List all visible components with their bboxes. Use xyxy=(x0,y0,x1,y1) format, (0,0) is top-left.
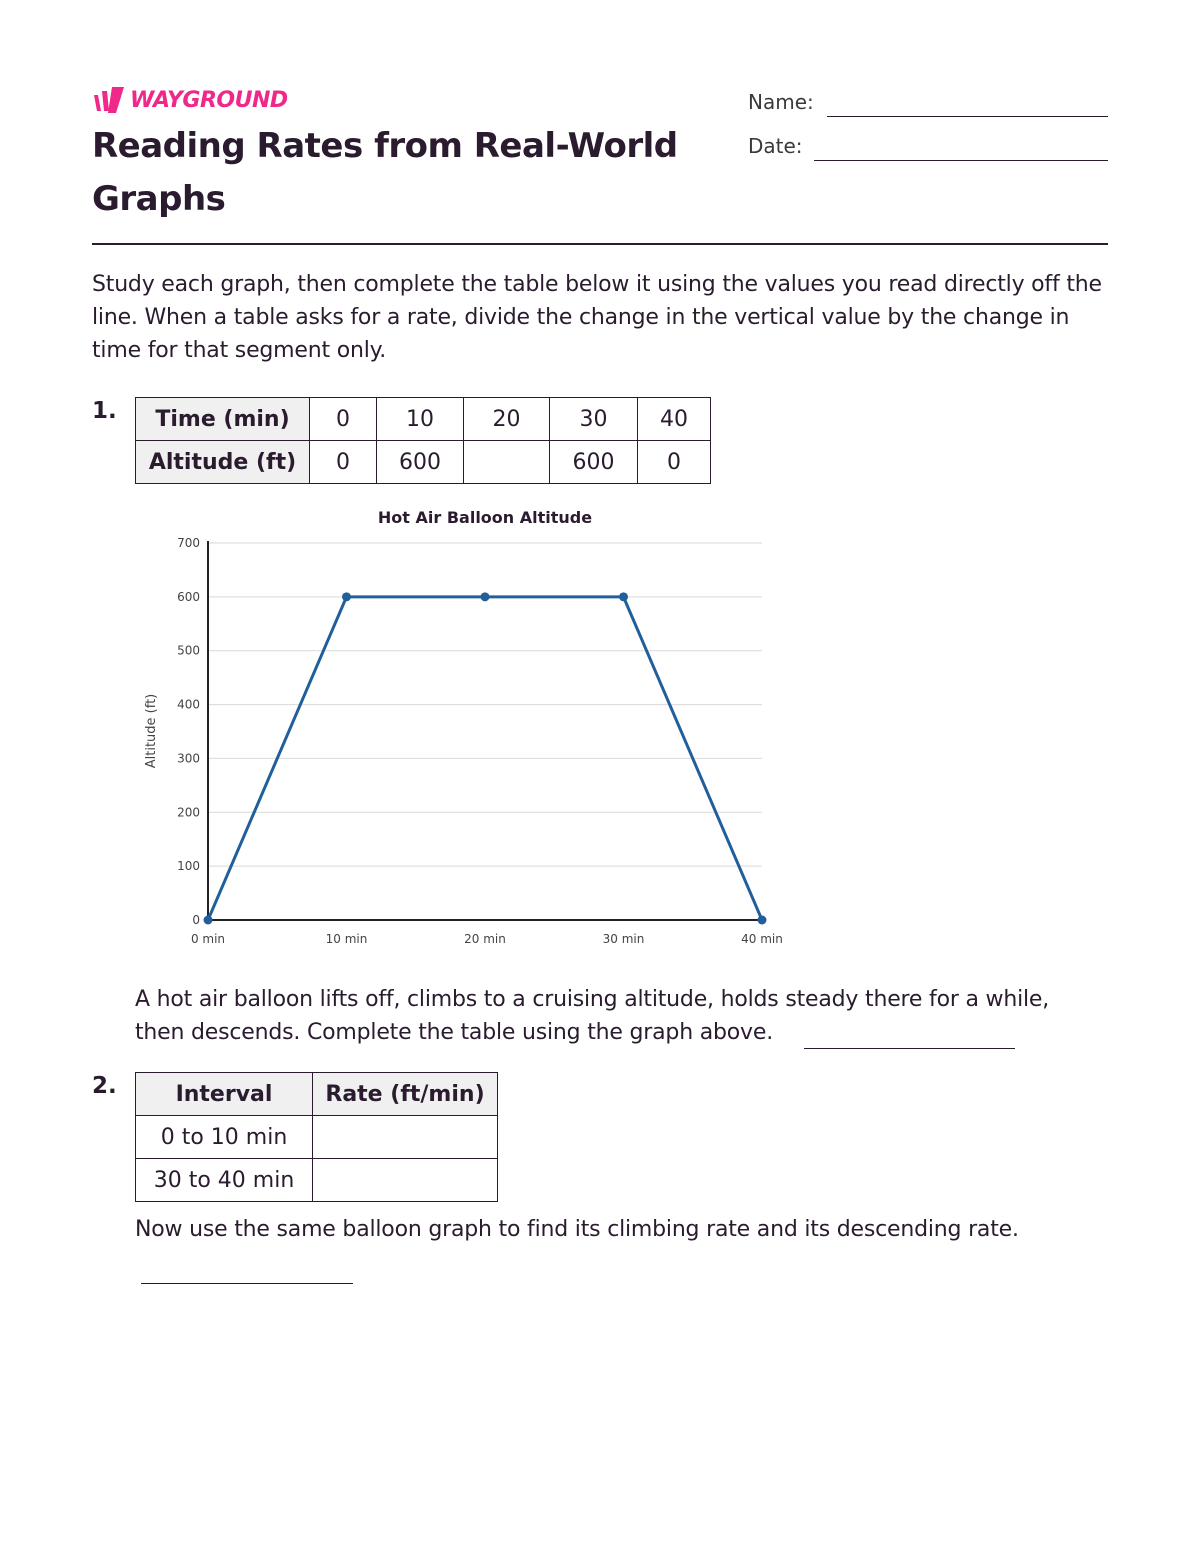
y-tick-label: 300 xyxy=(177,751,200,766)
name-label: Name: xyxy=(748,90,814,114)
page-title: Reading Rates from Real-World Graphs xyxy=(92,126,678,219)
y-tick-label: 600 xyxy=(177,589,200,604)
table-cell: 0 to 10 min xyxy=(136,1116,313,1159)
data-point xyxy=(619,592,628,601)
y-tick-label: 400 xyxy=(177,697,200,712)
table-cell: 600 xyxy=(377,441,464,484)
chart-title: Hot Air Balloon Altitude xyxy=(377,508,593,527)
table-cell: 0 xyxy=(638,441,711,484)
date-label: Date: xyxy=(748,134,803,158)
answer-cell[interactable] xyxy=(313,1116,498,1159)
x-tick-label: 10 min xyxy=(325,932,368,946)
table-cell: 30 to 40 min xyxy=(136,1159,313,1202)
rate-table xyxy=(135,1072,498,1202)
answer-cell[interactable] xyxy=(313,1159,498,1202)
x-tick-label: 20 min xyxy=(464,932,506,946)
instructions: Study each graph, then complete the table below it using the values you read directly off the line. When a table asks for a rate, divide the change in the vertical value by the change in time for that segment only. xyxy=(92,272,1102,363)
table-row xyxy=(136,1159,498,1202)
x-tick-label: 30 min xyxy=(602,932,645,946)
question-2-number: 2. xyxy=(92,1073,117,1099)
table-cell: 40 xyxy=(638,398,711,441)
question-2-answer-line[interactable] xyxy=(141,1283,353,1284)
question-1-description: A hot air balloon lifts off, climbs to a cruising altitude, holds steady there for a while, then descends. Complete the table using the graph above. xyxy=(135,987,1050,1045)
table-cell: 0 xyxy=(310,441,377,484)
y-tick-label: 500 xyxy=(177,643,200,658)
y-axis-label: Altitude (ft) xyxy=(144,693,159,769)
question-1-answer-line[interactable] xyxy=(804,1048,1015,1049)
data-point xyxy=(342,592,351,601)
table-row xyxy=(136,1073,498,1116)
x-tick-label: 40 min xyxy=(741,932,783,946)
rate-header: Rate (ft/min) xyxy=(313,1073,498,1116)
brand-name: WAYGROUND xyxy=(130,87,288,113)
table-row xyxy=(136,1116,498,1159)
table-cell: 30 xyxy=(550,398,638,441)
data-point xyxy=(481,592,490,601)
question-2-text: Now use the same balloon graph to find its climbing rate and its descending rate. xyxy=(135,1217,1019,1242)
altitude-header: Altitude (ft) xyxy=(136,441,310,484)
interval-header: Interval xyxy=(136,1073,313,1116)
x-tick-label: 0 min xyxy=(190,932,226,946)
data-point xyxy=(758,916,767,925)
table-cell: 20 xyxy=(464,398,550,441)
table-cell: 10 xyxy=(377,398,464,441)
time-header: Time (min) xyxy=(136,398,310,441)
y-tick-label: 0 xyxy=(192,913,200,927)
y-tick-label: 100 xyxy=(177,859,200,874)
data-point xyxy=(204,916,213,925)
question-1-number: 1. xyxy=(92,398,117,424)
table-cell: 600 xyxy=(550,441,638,484)
y-tick-label: 700 xyxy=(177,536,200,550)
table-cell: 0 xyxy=(310,398,377,441)
y-tick-label: 200 xyxy=(177,805,200,820)
